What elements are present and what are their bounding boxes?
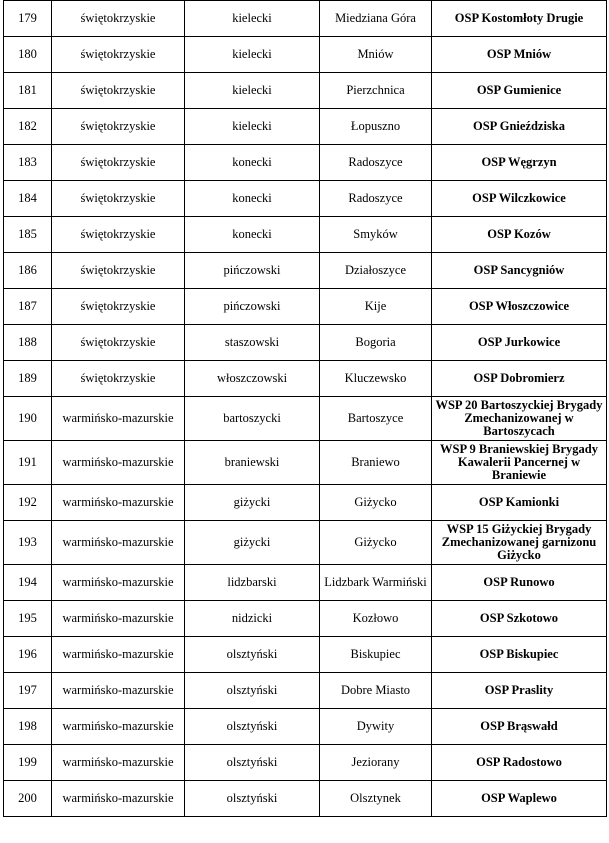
table-row — [4, 181, 607, 217]
cell-no: 197 — [4, 673, 52, 709]
cell-voivodeship: świętokrzyskie — [52, 217, 185, 253]
cell-county: konecki — [185, 181, 320, 217]
cell-no: 182 — [4, 109, 52, 145]
cell-county: olsztyński — [185, 673, 320, 709]
table-row — [4, 745, 607, 781]
table-row — [4, 485, 607, 521]
cell-municipality: Giżycko — [320, 521, 432, 565]
cell-voivodeship: warmińsko-mazurskie — [52, 781, 185, 817]
table-row — [4, 1, 607, 37]
table-row — [4, 709, 607, 745]
cell-municipality: Mniów — [320, 37, 432, 73]
cell-municipality: Giżycko — [320, 485, 432, 521]
table-row — [4, 253, 607, 289]
cell-county: olsztyński — [185, 745, 320, 781]
cell-unit: OSP Gnieździska — [432, 109, 607, 145]
cell-municipality: Bogoria — [320, 325, 432, 361]
cell-county: kielecki — [185, 1, 320, 37]
table-row — [4, 361, 607, 397]
cell-no: 180 — [4, 37, 52, 73]
cell-municipality: Kozłowo — [320, 601, 432, 637]
cell-municipality: Pierzchnica — [320, 73, 432, 109]
cell-no: 200 — [4, 781, 52, 817]
cell-county: olsztyński — [185, 781, 320, 817]
cell-voivodeship: świętokrzyskie — [52, 289, 185, 325]
cell-unit: OSP Sancygniów — [432, 253, 607, 289]
cell-unit: OSP Jurkowice — [432, 325, 607, 361]
cell-voivodeship: świętokrzyskie — [52, 181, 185, 217]
cell-municipality: Dobre Miasto — [320, 673, 432, 709]
cell-unit: WSP 9 Braniewskiej Brygady Kawalerii Pancernej w Braniewie — [432, 441, 607, 485]
cell-unit: OSP Waplewo — [432, 781, 607, 817]
cell-municipality: Łopuszno — [320, 109, 432, 145]
cell-unit: OSP Włoszczowice — [432, 289, 607, 325]
cell-voivodeship: warmińsko-mazurskie — [52, 521, 185, 565]
cell-voivodeship: warmińsko-mazurskie — [52, 709, 185, 745]
cell-municipality: Miedziana Góra — [320, 1, 432, 37]
cell-county: konecki — [185, 217, 320, 253]
cell-no: 188 — [4, 325, 52, 361]
table-row — [4, 37, 607, 73]
cell-no: 199 — [4, 745, 52, 781]
cell-no: 195 — [4, 601, 52, 637]
cell-county: kielecki — [185, 37, 320, 73]
cell-no: 196 — [4, 637, 52, 673]
cell-municipality: Biskupiec — [320, 637, 432, 673]
cell-municipality: Działoszyce — [320, 253, 432, 289]
cell-county: konecki — [185, 145, 320, 181]
cell-unit: OSP Szkotowo — [432, 601, 607, 637]
cell-no: 191 — [4, 441, 52, 485]
cell-unit: OSP Węgrzyn — [432, 145, 607, 181]
table-row — [4, 521, 607, 565]
cell-municipality: Jeziorany — [320, 745, 432, 781]
cell-unit: OSP Wilczkowice — [432, 181, 607, 217]
cell-county: kielecki — [185, 73, 320, 109]
table-row — [4, 441, 607, 485]
cell-county: pińczowski — [185, 253, 320, 289]
cell-unit: OSP Kostomłoty Drugie — [432, 1, 607, 37]
table-row — [4, 565, 607, 601]
cell-voivodeship: świętokrzyskie — [52, 361, 185, 397]
cell-no: 189 — [4, 361, 52, 397]
cell-county: kielecki — [185, 109, 320, 145]
cell-municipality: Smyków — [320, 217, 432, 253]
cell-no: 186 — [4, 253, 52, 289]
cell-unit: WSP 15 Giżyckiej Brygady Zmechanizowanej garnizonu Giżycko — [432, 521, 607, 565]
cell-county: giżycki — [185, 521, 320, 565]
cell-municipality: Radoszyce — [320, 145, 432, 181]
table-row — [4, 397, 607, 441]
cell-unit: OSP Mniów — [432, 37, 607, 73]
cell-unit: OSP Gumienice — [432, 73, 607, 109]
cell-county: pińczowski — [185, 289, 320, 325]
cell-county: lidzbarski — [185, 565, 320, 601]
cell-voivodeship: świętokrzyskie — [52, 37, 185, 73]
cell-municipality: Kije — [320, 289, 432, 325]
cell-municipality: Kluczewsko — [320, 361, 432, 397]
cell-no: 198 — [4, 709, 52, 745]
cell-municipality: Braniewo — [320, 441, 432, 485]
table-row — [4, 673, 607, 709]
cell-voivodeship: warmińsko-mazurskie — [52, 745, 185, 781]
cell-unit: OSP Runowo — [432, 565, 607, 601]
cell-no: 187 — [4, 289, 52, 325]
cell-voivodeship: warmińsko-mazurskie — [52, 565, 185, 601]
cell-county: olsztyński — [185, 637, 320, 673]
cell-voivodeship: świętokrzyskie — [52, 109, 185, 145]
table-row — [4, 109, 607, 145]
cell-unit: WSP 20 Bartoszyckiej Brygady Zmechanizowanej w Bartoszycach — [432, 397, 607, 441]
table-row — [4, 637, 607, 673]
cell-voivodeship: warmińsko-mazurskie — [52, 441, 185, 485]
cell-no: 192 — [4, 485, 52, 521]
cell-municipality: Dywity — [320, 709, 432, 745]
cell-county: olsztyński — [185, 709, 320, 745]
cell-voivodeship: warmińsko-mazurskie — [52, 485, 185, 521]
cell-county: nidzicki — [185, 601, 320, 637]
cell-no: 194 — [4, 565, 52, 601]
cell-voivodeship: świętokrzyskie — [52, 145, 185, 181]
cell-no: 185 — [4, 217, 52, 253]
table-row — [4, 289, 607, 325]
cell-no: 181 — [4, 73, 52, 109]
table-body — [4, 1, 607, 817]
cell-county: bartoszycki — [185, 397, 320, 441]
cell-unit: OSP Kamionki — [432, 485, 607, 521]
cell-unit: OSP Dobromierz — [432, 361, 607, 397]
cell-municipality: Bartoszyce — [320, 397, 432, 441]
table-row — [4, 145, 607, 181]
cell-no: 184 — [4, 181, 52, 217]
cell-voivodeship: warmińsko-mazurskie — [52, 397, 185, 441]
table-row — [4, 601, 607, 637]
cell-voivodeship: świętokrzyskie — [52, 1, 185, 37]
table-row — [4, 217, 607, 253]
cell-unit: OSP Kozów — [432, 217, 607, 253]
cell-voivodeship: świętokrzyskie — [52, 73, 185, 109]
cell-municipality: Olsztynek — [320, 781, 432, 817]
cell-voivodeship: świętokrzyskie — [52, 325, 185, 361]
table-row — [4, 73, 607, 109]
cell-unit: OSP Biskupiec — [432, 637, 607, 673]
cell-county: staszowski — [185, 325, 320, 361]
cell-voivodeship: warmińsko-mazurskie — [52, 601, 185, 637]
table-row — [4, 325, 607, 361]
cell-county: giżycki — [185, 485, 320, 521]
units-table — [3, 0, 607, 817]
cell-unit: OSP Brąswałd — [432, 709, 607, 745]
cell-no: 183 — [4, 145, 52, 181]
cell-voivodeship: świętokrzyskie — [52, 253, 185, 289]
cell-no: 193 — [4, 521, 52, 565]
table-row — [4, 781, 607, 817]
cell-unit: OSP Radostowo — [432, 745, 607, 781]
cell-county: braniewski — [185, 441, 320, 485]
cell-county: włoszczowski — [185, 361, 320, 397]
cell-unit: OSP Praslity — [432, 673, 607, 709]
cell-voivodeship: warmińsko-mazurskie — [52, 673, 185, 709]
cell-no: 190 — [4, 397, 52, 441]
cell-no: 179 — [4, 1, 52, 37]
cell-voivodeship: warmińsko-mazurskie — [52, 637, 185, 673]
cell-municipality: Lidzbark Warmiński — [320, 565, 432, 601]
cell-municipality: Radoszyce — [320, 181, 432, 217]
